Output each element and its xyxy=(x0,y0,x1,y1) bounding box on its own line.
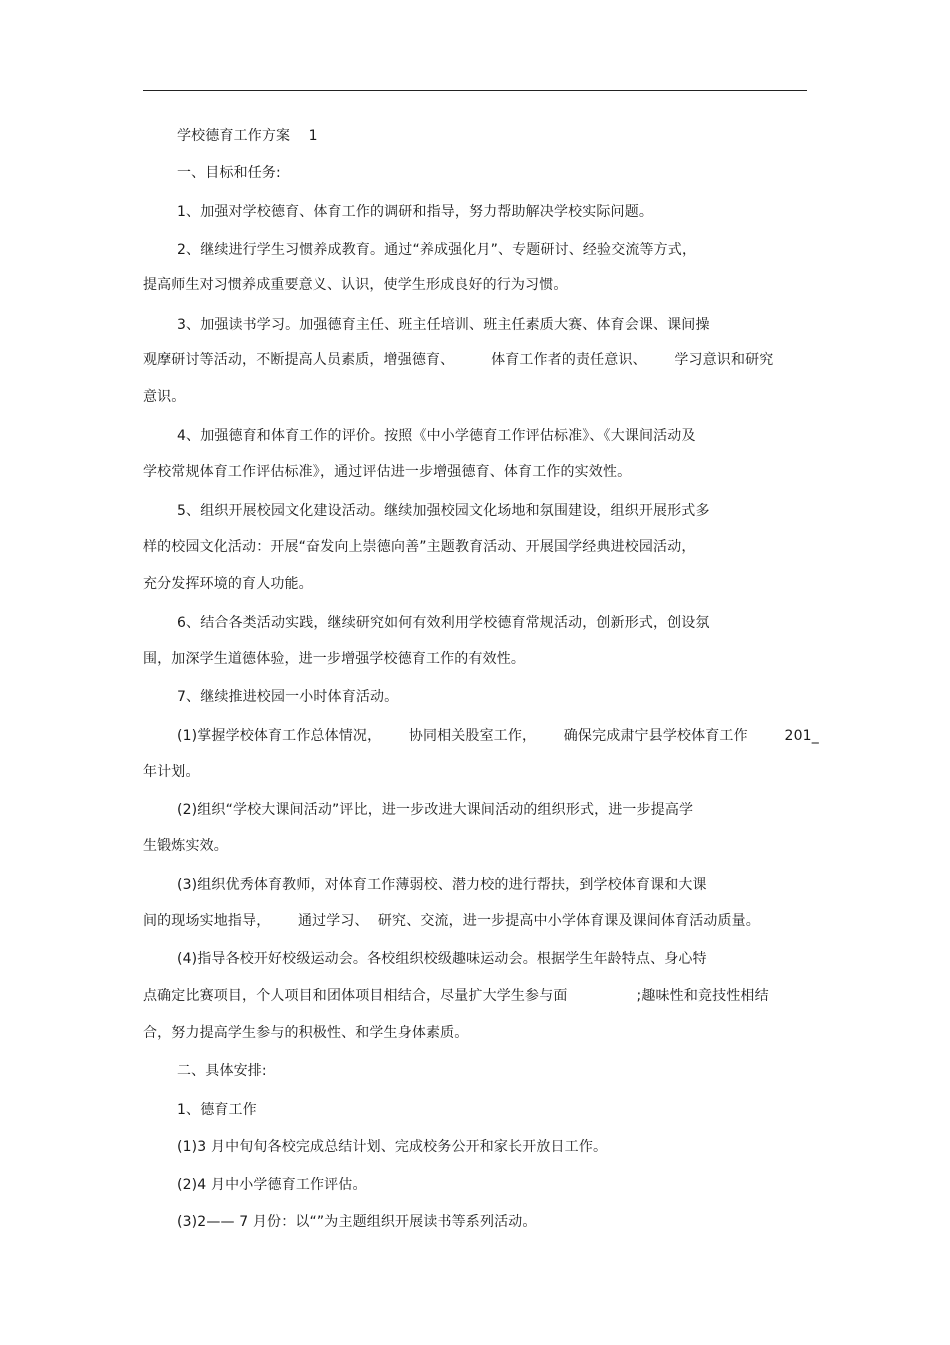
paragraph-line: 样的校园文化活动：开展“奋发向上崇德向善”主题教育活动、开展国学经典进校园活动， xyxy=(143,539,696,555)
doc-title: 学校德育工作方案 1 xyxy=(177,128,318,144)
paragraph-line: (4)指导各校开好校级运动会。各校组织校级趣味运动会。根据学生年龄特点、身心特 xyxy=(177,951,707,967)
paragraph-line: 5、组织开展校园文化建设活动。继续加强校园文化场地和氛围建设，组织开展形式多 xyxy=(177,503,710,519)
header-rule xyxy=(143,90,807,91)
paragraph-line: 点确定比赛项目，个人项目和团体项目相结合，尽量扩大学生参与面 ;趣味性和竞技性相结 xyxy=(143,988,769,1004)
paragraph-line: (3)2—— 7 月份：以“”为主题组织开展读书等系列活动。 xyxy=(177,1214,537,1230)
paragraph-line: 充分发挥环境的育人功能。 xyxy=(143,576,313,592)
paragraph-line: 1、加强对学校德育、体育工作的调研和指导，努力帮助解决学校实际问题。 xyxy=(177,204,654,220)
paragraph-line: 意识。 xyxy=(143,389,186,405)
paragraph-line: 合，努力提高学生参与的积极性、和学生身体素质。 xyxy=(143,1025,469,1041)
paragraph-line: 生锻炼实效。 xyxy=(143,838,228,854)
paragraph-line: 2、继续进行学生习惯养成教育。通过“养成强化月”、专题研讨、经验交流等方式， xyxy=(177,242,697,258)
paragraph-line: 学校常规体育工作评估标准》，通过评估进一步增强德育、体育工作的实效性。 xyxy=(143,464,632,480)
paragraph-line: (2)组织“学校大课间活动”评比，进一步改进大课间活动的组织形式，进一步提高学 xyxy=(177,802,694,818)
paragraph-line: 观摩研讨等活动，不断提高人员素质，增强德育、 体育工作者的责任意识、 学习意识和研究 xyxy=(143,352,774,368)
paragraph-line: (3)组织优秀体育教师，对体育工作薄弱校、潜力校的进行帮扶，到学校体育课和大课 xyxy=(177,877,707,893)
paragraph-line: (2)4 月中小学德育工作评估。 xyxy=(177,1177,367,1193)
paragraph-line: 间的现场实地指导， 通过学习、 研究、交流，进一步提高中小学体育课及课间体育活动质量。 xyxy=(143,913,760,929)
section-heading: 二、具体安排: xyxy=(177,1063,267,1079)
paragraph-line: 年计划。 xyxy=(143,764,200,780)
section-heading: 一、目标和任务: xyxy=(177,165,281,181)
paragraph-line: (1)3 月中旬旬各校完成总结计划、完成校务公开和家长开放日工作。 xyxy=(177,1139,608,1155)
paragraph-line: 6、结合各类活动实践，继续研究如何有效利用学校德育常规活动，创新形式，创设氛 xyxy=(177,615,710,631)
subsection-heading: 1、德育工作 xyxy=(177,1102,257,1118)
paragraph-line: (1)掌握学校体育工作总体情况， 协同相关股室工作， 确保完成肃宁县学校体育工作 201_ xyxy=(177,728,819,744)
paragraph-line: 围，加深学生道德体验，进一步增强学校德育工作的有效性。 xyxy=(143,651,526,667)
paragraph-line: 4、加强德育和体育工作的评价。按照《中小学德育工作评估标准》、《大课间活动及 xyxy=(177,428,696,444)
paragraph-line: 7、继续推进校园一小时体育活动。 xyxy=(177,689,399,705)
paragraph-line: 提高师生对习惯养成重要意义、认识，使学生形成良好的行为习惯。 xyxy=(143,277,568,293)
paragraph-line: 3、加强读书学习。加强德育主任、班主任培训、班主任素质大赛、体育会课、课间操 xyxy=(177,317,710,333)
